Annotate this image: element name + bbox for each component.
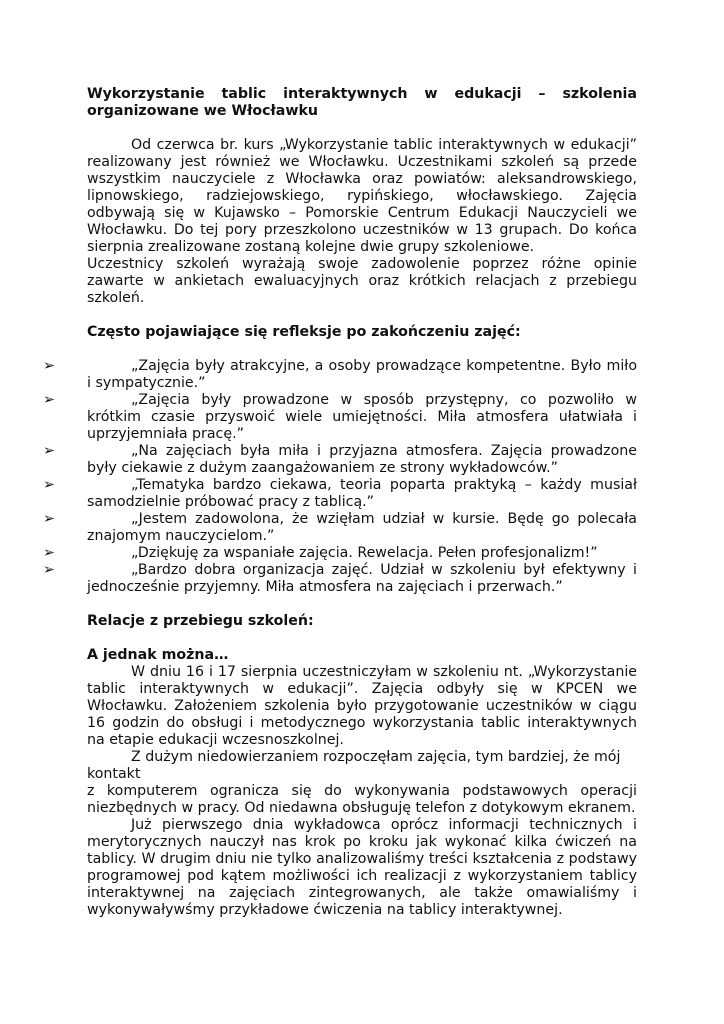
spacer — [87, 596, 637, 613]
intro-paragraph-2: Uczestnicy szkoleń wyrażają swoje zadowolenie poprzez różne opinie zawarte w ankietach ewaluacyjnych oraz krótkich relacjach z przebiegu szkoleń. — [87, 256, 637, 306]
list-item — [43, 562, 637, 596]
relation-paragraph: W dniu 16 i 17 sierpnia uczestniczyłam w szkoleniu nt. „Wykorzystanie tablic interaktywnych w edukacji”. Zajęcia odbyły się w KPCEN we Włocławku. Założeniem szkolenia było przygotowanie uczestników w ciągu 16 godzin do obsługi i metodycznego wykorzystania tablic interaktywnych na etapie edukacji wczesnoszkolnej. — [87, 664, 637, 748]
spacer — [87, 307, 637, 324]
list-item — [43, 358, 637, 392]
relation-title: A jednak można… — [87, 647, 229, 663]
list-item — [43, 511, 637, 545]
list-item — [43, 545, 637, 562]
document-title: Wykorzystanie tablic interaktywnych w edukacji – szkolenia organizowane we Włocławku — [87, 86, 637, 119]
arrow-bullet-icon: ➢ — [43, 443, 55, 459]
document-page — [43, 86, 637, 919]
spacer — [87, 120, 637, 137]
quote-text: „Tematyka bardzo ciekawa, teoria poparta praktyką – każdy musiał samodzielnie próbować pracy z tablicą.” — [87, 477, 637, 510]
arrow-bullet-icon: ➢ — [43, 392, 55, 408]
list-item — [43, 477, 637, 511]
spacer — [87, 341, 637, 358]
intro-paragraph: Od czerwca br. kurs „Wykorzystanie tablic interaktywnych w edukacji” realizowany jest również we Włocławku. Uczestnikami szkoleń są przede wszystkim nauczyciele z Włocławka oraz powiatów: aleksandrowskiego, lipnowskiego, radziejowskiego, rypińskiego, włocławskiego. Zajęcia odbywają się w Kujawsko – Pomorskie Centrum Edukacji Nauczycieli we Włocławku. Do tej pory przeszkolono uczestników w 13 grupach. Do końca sierpnia zrealizowane zostaną kolejne dwie grupy szkoleniowe. — [87, 137, 637, 255]
list-item — [43, 443, 637, 477]
relation-paragraph: Z dużym niedowierzaniem rozpoczęłam zajęcia, tym bardziej, że mój kontakt — [87, 749, 621, 782]
list-item — [43, 392, 637, 443]
quote-text: „Dziękuję za wspaniałe zajęcia. Rewelacja. Pełen profesjonalizm!” — [131, 545, 598, 561]
reflections-list — [43, 358, 637, 596]
relation-paragraph: z komputerem ogranicza się do wykonywania podstawowych operacji niezbędnych w pracy. Od niedawna obsługuję telefon z dotykowym ekranem. — [87, 783, 637, 816]
arrow-bullet-icon: ➢ — [43, 545, 55, 561]
reflections-heading: Często pojawiające się refleksje po zakończeniu zajęć: — [87, 324, 521, 340]
arrow-bullet-icon: ➢ — [43, 562, 55, 578]
quote-text: „Zajęcia były prowadzone w sposób przystępny, co pozwoliło w krótkim czasie przyswoić wiele umiejętności. Miła atmosfera ułatwiała i uprzyjemniała pracę.” — [87, 392, 637, 442]
spacer — [87, 630, 637, 647]
arrow-bullet-icon: ➢ — [43, 358, 55, 374]
quote-text: „Zajęcia były atrakcyjne, a osoby prowadzące kompetentne. Było miło i sympatycznie.” — [87, 358, 637, 391]
relations-heading: Relacje z przebiegu szkoleń: — [87, 613, 314, 629]
quote-text: „Jestem zadowolona, że wzięłam udział w kursie. Będę go polecała znajomym nauczycielom.” — [87, 511, 637, 544]
quote-text: „Bardzo dobra organizacja zajęć. Udział w szkoleniu był efektywny i jednocześnie przyjemny. Miła atmosfera na zajęciach i przerwach.” — [87, 562, 637, 595]
relation-paragraph: Już pierwszego dnia wykładowca oprócz informacji technicznych i merytorycznych nauczył nas krok po kroku jak wykonać kilka ćwiczeń na tablicy. W drugim dniu nie tylko analizowaliśmy treści kształcenia z podstawy programowej pod kątem możliwości ich realizacji z wykorzystaniem tablicy interaktywnej na zajęciach zintegrowanych, ale także omawialiśmy i wykonywaływśmy przykładowe ćwiczenia na tablicy interaktywnej. — [87, 817, 637, 918]
arrow-bullet-icon: ➢ — [43, 477, 55, 493]
arrow-bullet-icon: ➢ — [43, 511, 55, 527]
quote-text: „Na zajęciach była miła i przyjazna atmosfera. Zajęcia prowadzone były ciekawie z dużym zaangażowaniem ze strony wykładowców.” — [87, 443, 637, 476]
